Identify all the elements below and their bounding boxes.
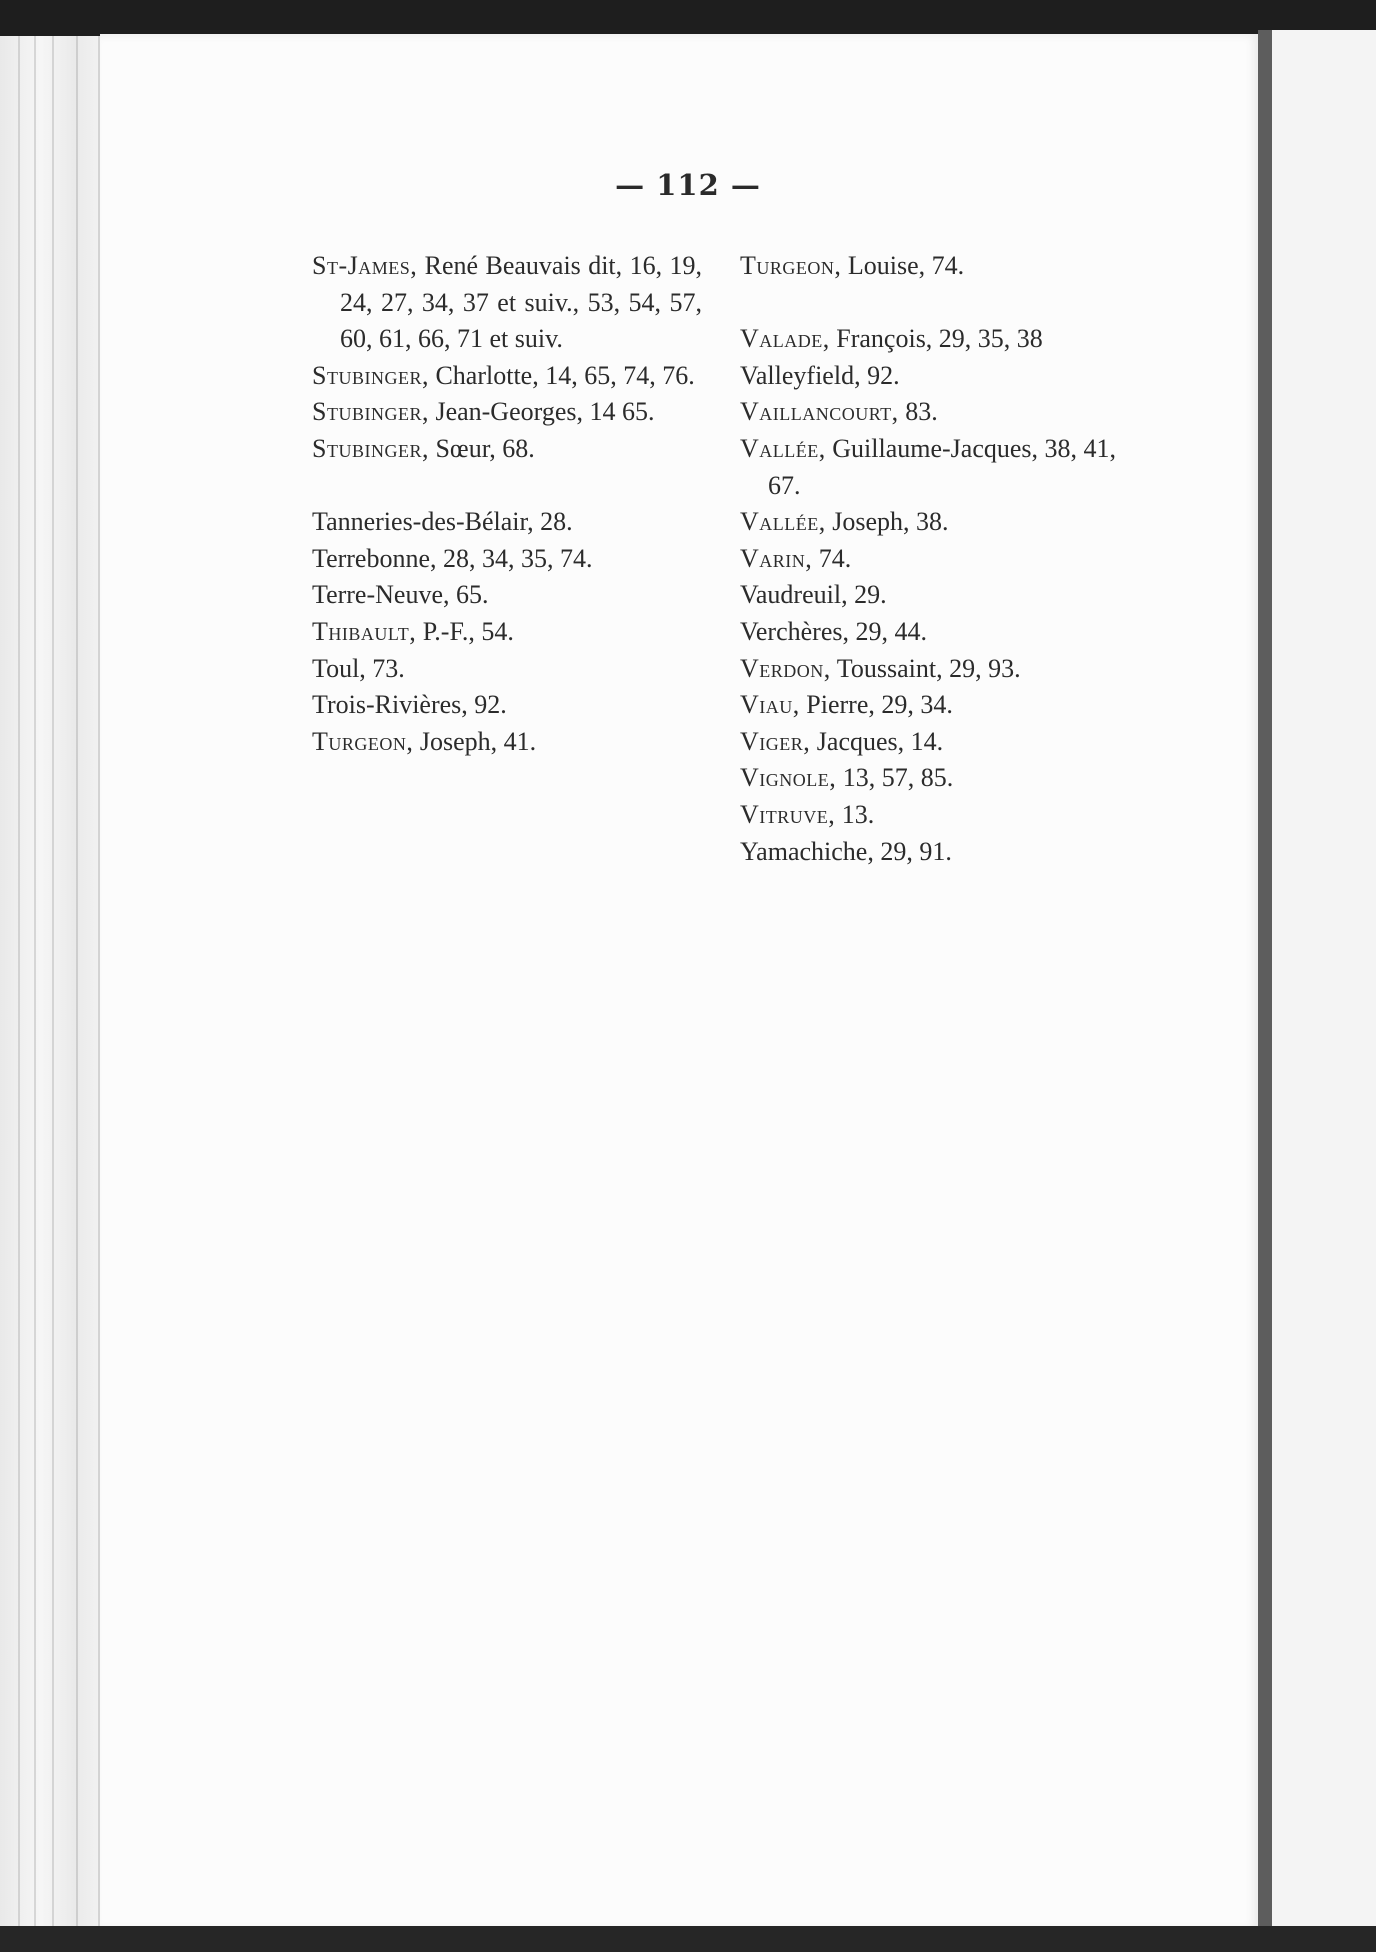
index-entry-text: Sœur, 68.	[428, 433, 535, 463]
index-entry	[740, 541, 1140, 578]
index-entry-text: Trois-Rivières, 92.	[312, 690, 507, 720]
index-entry	[740, 577, 1140, 614]
index-entry	[312, 651, 702, 688]
index-entry	[740, 394, 1140, 431]
index-gap	[312, 468, 702, 505]
index-entry	[740, 321, 1140, 358]
page-number: — 112 —	[615, 168, 761, 202]
index-entry	[312, 541, 702, 578]
index-entry-surname: Thibault,	[312, 616, 417, 646]
index-entry	[312, 394, 702, 431]
index-entry	[740, 760, 1140, 797]
index-gap	[740, 285, 1140, 322]
index-entry	[740, 797, 1140, 834]
index-entry-text: 13.	[835, 799, 875, 829]
index-entry-surname: Viau,	[740, 690, 800, 720]
page-spine	[1258, 30, 1272, 1930]
index-entry-surname: Valade,	[740, 324, 830, 354]
index-column-right	[740, 248, 1140, 870]
index-entry-text: Toul, 73.	[312, 653, 405, 683]
index-entry-surname: Stubinger,	[312, 397, 429, 427]
index-entry-surname: Turgeon,	[312, 726, 414, 756]
index-entry-surname: Vallée,	[740, 433, 826, 463]
index-entry-text: Jean-Georges, 14 65.	[428, 397, 655, 427]
index-entry	[740, 431, 1140, 504]
index-entry-surname: Verdon,	[740, 653, 831, 683]
index-entry-text: François, 29, 35, 38	[829, 324, 1043, 354]
index-entry-surname: Vallée,	[740, 507, 826, 537]
index-entry-surname: Viger,	[740, 726, 811, 756]
index-entry-text: Vaudreuil, 29.	[740, 580, 887, 610]
index-entry-text: Joseph, 38.	[825, 507, 949, 537]
index-entry-surname: Varin,	[740, 543, 813, 573]
index-entry-text: Guillaume-Jacques, 38, 41, 67.	[768, 433, 1117, 500]
index-entry-surname: Turgeon,	[740, 251, 842, 280]
index-entry	[740, 614, 1140, 651]
index-entry-text: René Beauvais dit, 16, 19, 24, 27, 34, 37 et suiv., 53, 54, 57, 60, 61, 66, 71 et suiv.	[340, 251, 702, 354]
index-entry	[740, 834, 1140, 871]
index-entry-text: Louise, 74.	[841, 251, 965, 280]
facing-page	[1272, 30, 1376, 1930]
scan-bottom-edge	[0, 1926, 1376, 1952]
index-entry-surname: Stubinger,	[312, 360, 429, 390]
index-entry-text: Verchères, 29, 44.	[740, 616, 927, 646]
index-entry-text: Terrebonne, 28, 34, 35, 74.	[312, 543, 593, 573]
index-entry-text: P.-F., 54.	[416, 616, 514, 646]
index-entry	[312, 504, 702, 541]
index-entry-text: 74.	[812, 543, 852, 573]
index-entry	[312, 577, 702, 614]
index-entry-surname: St-James,	[312, 251, 418, 280]
index-entry-text: 83.	[898, 397, 938, 427]
index-entry	[740, 504, 1140, 541]
index-entry	[740, 248, 1140, 285]
index-entry-text: Valleyfield, 92.	[740, 360, 900, 390]
index-entry	[740, 651, 1140, 688]
index-entry-text: Charlotte, 14, 65, 74, 76.	[428, 360, 695, 390]
index-entry-text: Toussaint, 29, 93.	[830, 653, 1021, 683]
index-entry-text: Joseph, 41.	[413, 726, 537, 756]
index-entry-surname: Vignole,	[740, 763, 837, 793]
index-entry-text: Pierre, 29, 34.	[799, 690, 953, 720]
index-entry	[740, 358, 1140, 395]
index-entry-text: Terre-Neuve, 65.	[312, 580, 489, 610]
index-entry-surname: Vitruve,	[740, 799, 836, 829]
index-entry	[740, 724, 1140, 761]
index-entry-text: Jacques, 14.	[810, 726, 944, 756]
index-entry-text: 13, 57, 85.	[836, 763, 954, 793]
index-entry	[740, 687, 1140, 724]
index-entry	[312, 724, 702, 761]
index-entry	[312, 614, 702, 651]
index-entry	[312, 248, 702, 358]
index-entry	[312, 687, 702, 724]
index-column-left	[312, 248, 702, 760]
index-entry	[312, 431, 702, 468]
index-entry-text: Yamachiche, 29, 91.	[740, 836, 952, 866]
index-entry	[312, 358, 702, 395]
index-entry-surname: Vaillancourt,	[740, 397, 899, 427]
index-entry-text: Tanneries-des-Bélair, 28.	[312, 507, 573, 537]
index-entry-surname: Stubinger,	[312, 433, 429, 463]
